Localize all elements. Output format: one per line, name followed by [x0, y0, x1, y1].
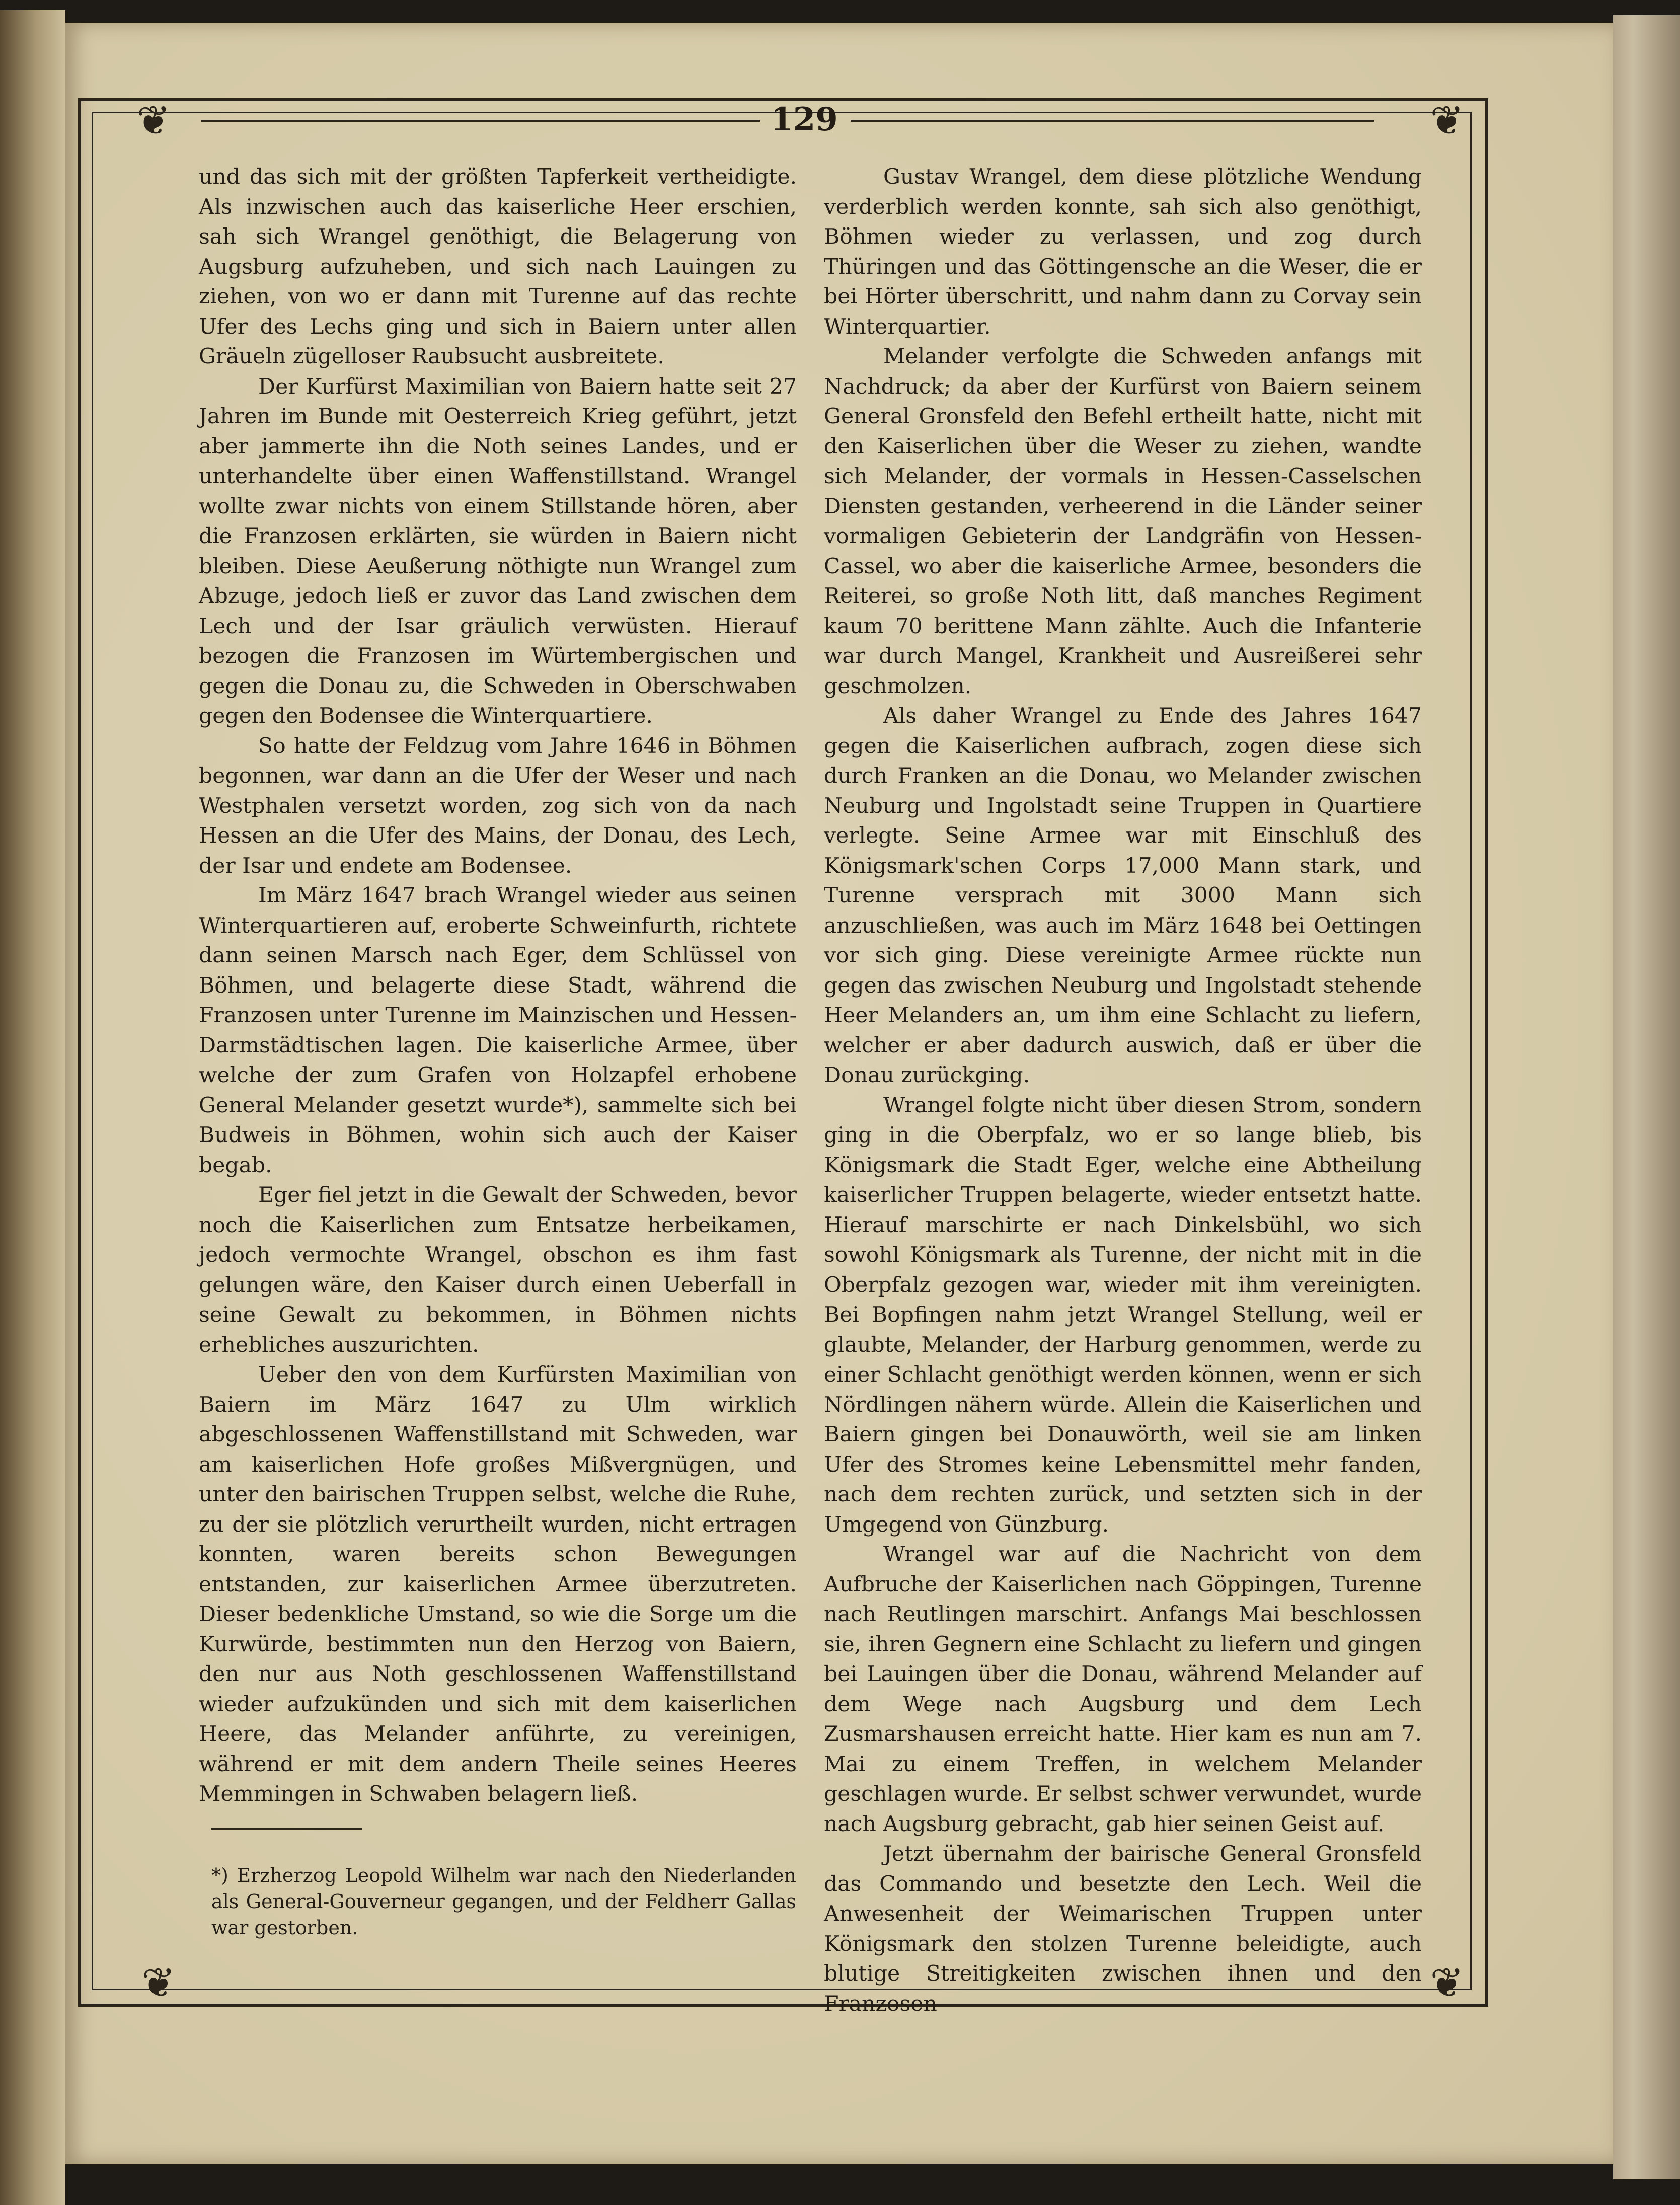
paragraph: Der Kurfürst Maximilian von Baiern hatte seit 27 Jahren im Bunde mit Oesterreich Krieg geführt, jetzt aber jammerte ihn die Noth seines Landes, und er unterhandelte über einen Waffenstillstand. Wrangel wollte zwar nichts von einem Stillstande hören, aber die Franzosen erklärten, sie würden in Baiern nicht bleiben. Diese Aeußerung nöthigte nun Wrangel zum Abzuge, jedoch ließ er zuvor das Land zwischen dem Lech und der Isar gräulich verwüsten. Hierauf bezogen die Franzosen im Würtembergischen und gegen die Donau zu, die Schweden in Oberschwaben gegen den Bodensee die Winterquartiere.	[199, 374, 797, 728]
paragraph: und das sich mit der größten Tapferkeit vertheidigte. Als inzwischen auch das kaiserliche Heer erschien, sah sich Wrangel genöthigt, die Belagerung von Augsburg aufzuheben, und sich nach Lauingen zu ziehen, von wo er dann mit Turenne auf das rechte Ufer des Lechs ging und sich in Baiern unter allen Gräueln zügelloser Raubsucht ausbreitete.	[199, 165, 797, 369]
text-column-left	[199, 162, 797, 1809]
paragraph: Gustav Wrangel, dem diese plötzliche Wendung verderblich werden konnte, sah sich also genöthigt, Böhmen wieder zu verlassen, und zog durch Thüringen und das Göttingensche an die Weser, die er bei Hörter überschritt, und nahm dann zu Corvay sein Winterquartier.	[824, 165, 1422, 339]
paragraph: Ueber den von dem Kurfürsten Maximilian von Baiern im März 1647 zu Ulm wirklich abgeschlossenen Waffenstillstand mit Schweden, war am kaiserlichen Hofe großes Mißvergnügen, und unter den bairischen Truppen selbst, welche die Ruhe, zu der sie plötzlich verurtheilt wurden, nicht ertragen konnten, waren bereits schon Bewegungen entstanden, zur kaiserlichen Armee überzutreten. Dieser bedenkliche Umstand, so wie die Sorge um die Kurwürde, bestimmten nun den Herzog von Baiern, den nur aus Noth geschlossenen Waffenstillstand wieder aufzukünden und sich mit dem kaiserlichen Heere, das Melander anführte, zu vereinigen, während er mit dem andern Theile seines Heeres Memmingen in Schwaben belagern ließ.	[199, 1362, 797, 1806]
text-column-right	[824, 162, 1422, 2019]
paragraph: So hatte der Feldzug vom Jahre 1646 in Böhmen begonnen, war dann an die Ufer der Weser und nach Westphalen versetzt worden, zog sich von da nach Hessen an die Ufer des Mains, der Donau, des Lech, der Isar und endete am Bodensee.	[199, 733, 797, 878]
page-stack-edge	[1613, 15, 1680, 2179]
paragraph: Jetzt übernahm der bairische General Gronsfeld das Commando und besetzte den Lech. Weil die Anwesenheit der Weimarischen Truppen unter Königsmark den stolzen Turenne beleidigte, auch blutige Streitigkeiten zwischen ihnen und den Franzosen	[824, 1842, 1422, 2016]
corner-ornament-bottom-right-icon: ❦	[1430, 1959, 1464, 2006]
footnote-rule	[211, 1828, 362, 1830]
corner-ornament-top-right-icon: ❦	[1430, 97, 1464, 144]
paragraph: Als daher Wrangel zu Ende des Jahres 1647 gegen die Kaiserlichen aufbrach, zogen diese sich durch Franken an die Donau, wo Melander zwischen Neuburg und Ingolstadt seine Truppen in Quartiere verlegte. Seine Armee war mit Einschluß des Königsmark'schen Corps 17,000 Mann stark, und Turenne versprach mit 3000 Mann sich anzuschließen, was auch im März 1648 bei Oettingen vor sich ging. Diese vereinigte Armee rückte nun gegen das zwischen Neuburg und Ingolstadt stehende Heer Melanders an, um ihm eine Schlacht zu liefern, welcher er aber dadurch auswich, daß er über die Donau zurückging.	[824, 704, 1422, 1088]
previous-page-edge	[0, 10, 65, 2205]
footnote: *) Erzherzog Leopold Wilhelm war nach den Niederlanden als General-Gouverneur gegangen, und der Feldherr Gallas war gestorben.	[211, 1864, 796, 1939]
header-rule-right	[851, 120, 1374, 122]
corner-ornament-bottom-left-icon: ❦	[141, 1959, 176, 2006]
page-number: 129	[771, 101, 838, 138]
paragraph: Wrangel war auf die Nachricht von dem Aufbruche der Kaiserlichen nach Göppingen, Turenne nach Reutlingen marschirt. Anfangs Mai beschlossen sie, ihren Gegnern eine Schlacht zu liefern und gingen bei Lauingen über die Donau, während Melander auf dem Wege nach Augsburg und dem Lech Zusmarshausen erreicht hatte. Hier kam es nun am 7. Mai zu einem Treffen, in welchem Melander geschlagen wurde. Er selbst schwer verwundet, wurde nach Augsburg gebracht, gab hier seinen Geist auf.	[824, 1542, 1422, 1837]
header-rule-left	[201, 120, 760, 122]
paragraph: Im März 1647 brach Wrangel wieder aus seinen Winterquartieren auf, eroberte Schweinfurth, richtete dann seinen Marsch nach Eger, dem Schlüssel von Böhmen, und belagerte diese Stadt, während die Franzosen unter Turenne im Mainzischen und Hessen-Darmstädtischen lagen. Die kaiserliche Armee, über welche der zum Grafen von Holzapfel erhobene General Melander gesetzt wurde*), sammelte sich bei Budweis in Böhmen, wohin sich auch der Kaiser begab.	[199, 883, 797, 1178]
paragraph: Melander verfolgte die Schweden anfangs mit Nachdruck; da aber der Kurfürst von Baiern seinem General Gronsfeld den Befehl ertheilt hatte, nicht mit den Kaiserlichen über die Weser zu ziehen, wandte sich Melander, der vormals in Hessen-Casselschen Diensten gestanden, verheerend in die Länder seiner vormaligen Gebieterin der Landgräfin von Hessen-Cassel, wo aber die kaiserliche Armee, besonders die Reiterei, so große Noth litt, daß manches Regiment kaum 70 berittene Mann zählte. Auch die Infanterie war durch Mangel, Krankheit und Ausreißerei sehr geschmolzen.	[824, 344, 1422, 699]
corner-ornament-top-left-icon: ❦	[136, 97, 171, 144]
paragraph: Eger fiel jetzt in die Gewalt der Schweden, bevor noch die Kaiserlichen zum Entsatze herbeikamen, jedoch vermochte Wrangel, obschon es ihm fast gelungen wäre, den Kaiser durch einen Ueberfall in seine Gewalt zu bekommen, in Böhmen nichts erhebliches auszurichten.	[199, 1183, 797, 1357]
paragraph: Wrangel folgte nicht über diesen Strom, sondern ging in die Oberpfalz, wo er so lange blieb, bis Königsmark die Stadt Eger, welche eine Abtheilung kaiserlicher Truppen belagerte, wieder entsetzt hatte. Hierauf marschirte er nach Dinkelsbühl, wo sich sowohl Königsmark als Turenne, der nicht mit in die Oberpfalz gezogen war, wieder mit ihm vereinigten. Bei Bopfingen nahm jetzt Wrangel Stellung, weil er glaubte, Melander, der Harburg genommen, werde zu einer Schlacht genöthigt werden können, wenn er sich Nördlingen nähern würde. Allein die Kaiserlichen und Baiern gingen bei Donauwörth, weil sie am linken Ufer des Stromes keine Lebensmittel mehr fanden, nach dem rechten zurück, und setzten sich in der Umgegend von Günzburg.	[824, 1093, 1422, 1537]
